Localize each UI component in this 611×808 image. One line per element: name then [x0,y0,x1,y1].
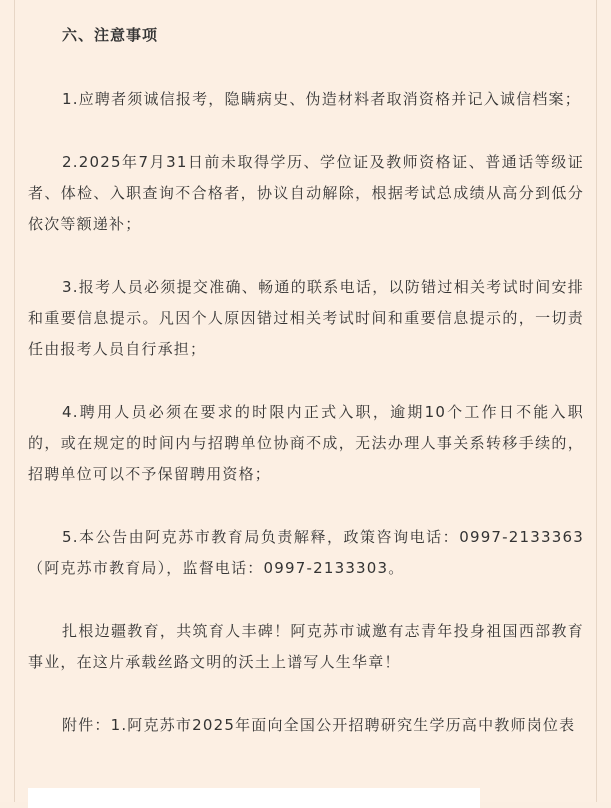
attachment-link[interactable]: 附件：1.阿克苏市2025年面向全国公开招聘研究生学历高中教师岗位表 [62,716,576,734]
notice-item-3: 3.报考人员必须提交准确、畅通的联系电话，以防错过相关考试时间安排和重要信息提示。凡因个人原因错过相关考试时间和重要信息提示的，一切责任由报考人员自行承担； [28,278,584,358]
attachment-preview-box [28,788,480,808]
closing-paragraph: 扎根边疆教育，共筑育人丰碑！阿克苏市诚邀有志青年投身祖国西部教育事业，在这片承载丝路文明的沃土上谱写人生华章！ [28,622,584,671]
notice-item-5: 5.本公告由阿克苏市教育局负责解释，政策咨询电话：0997-2133363（阿克苏市教育局），监督电话：0997-2133303。 [28,528,584,577]
section-heading: 六、注意事项 [62,26,159,44]
article-body [28,22,584,741]
right-border [596,0,597,802]
notice-item-2: 2.2025年7月31日前未取得学历、学位证及教师资格证、普通话等级证者、体检、入职查询不合格者，协议自动解除，根据考试总成绩从高分到低分依次等额递补； [28,153,584,233]
notice-item-1: 1.应聘者须诚信报考，隐瞒病史、伪造材料者取消资格并记入诚信档案； [62,90,581,108]
left-border [14,0,15,802]
notice-item-4: 4.聘用人员必须在要求的时限内正式入职，逾期10个工作日不能入职的，或在规定的时间内与招聘单位协商不成，无法办理人事关系转移手续的，招聘单位可以不予保留聘用资格； [28,403,584,483]
